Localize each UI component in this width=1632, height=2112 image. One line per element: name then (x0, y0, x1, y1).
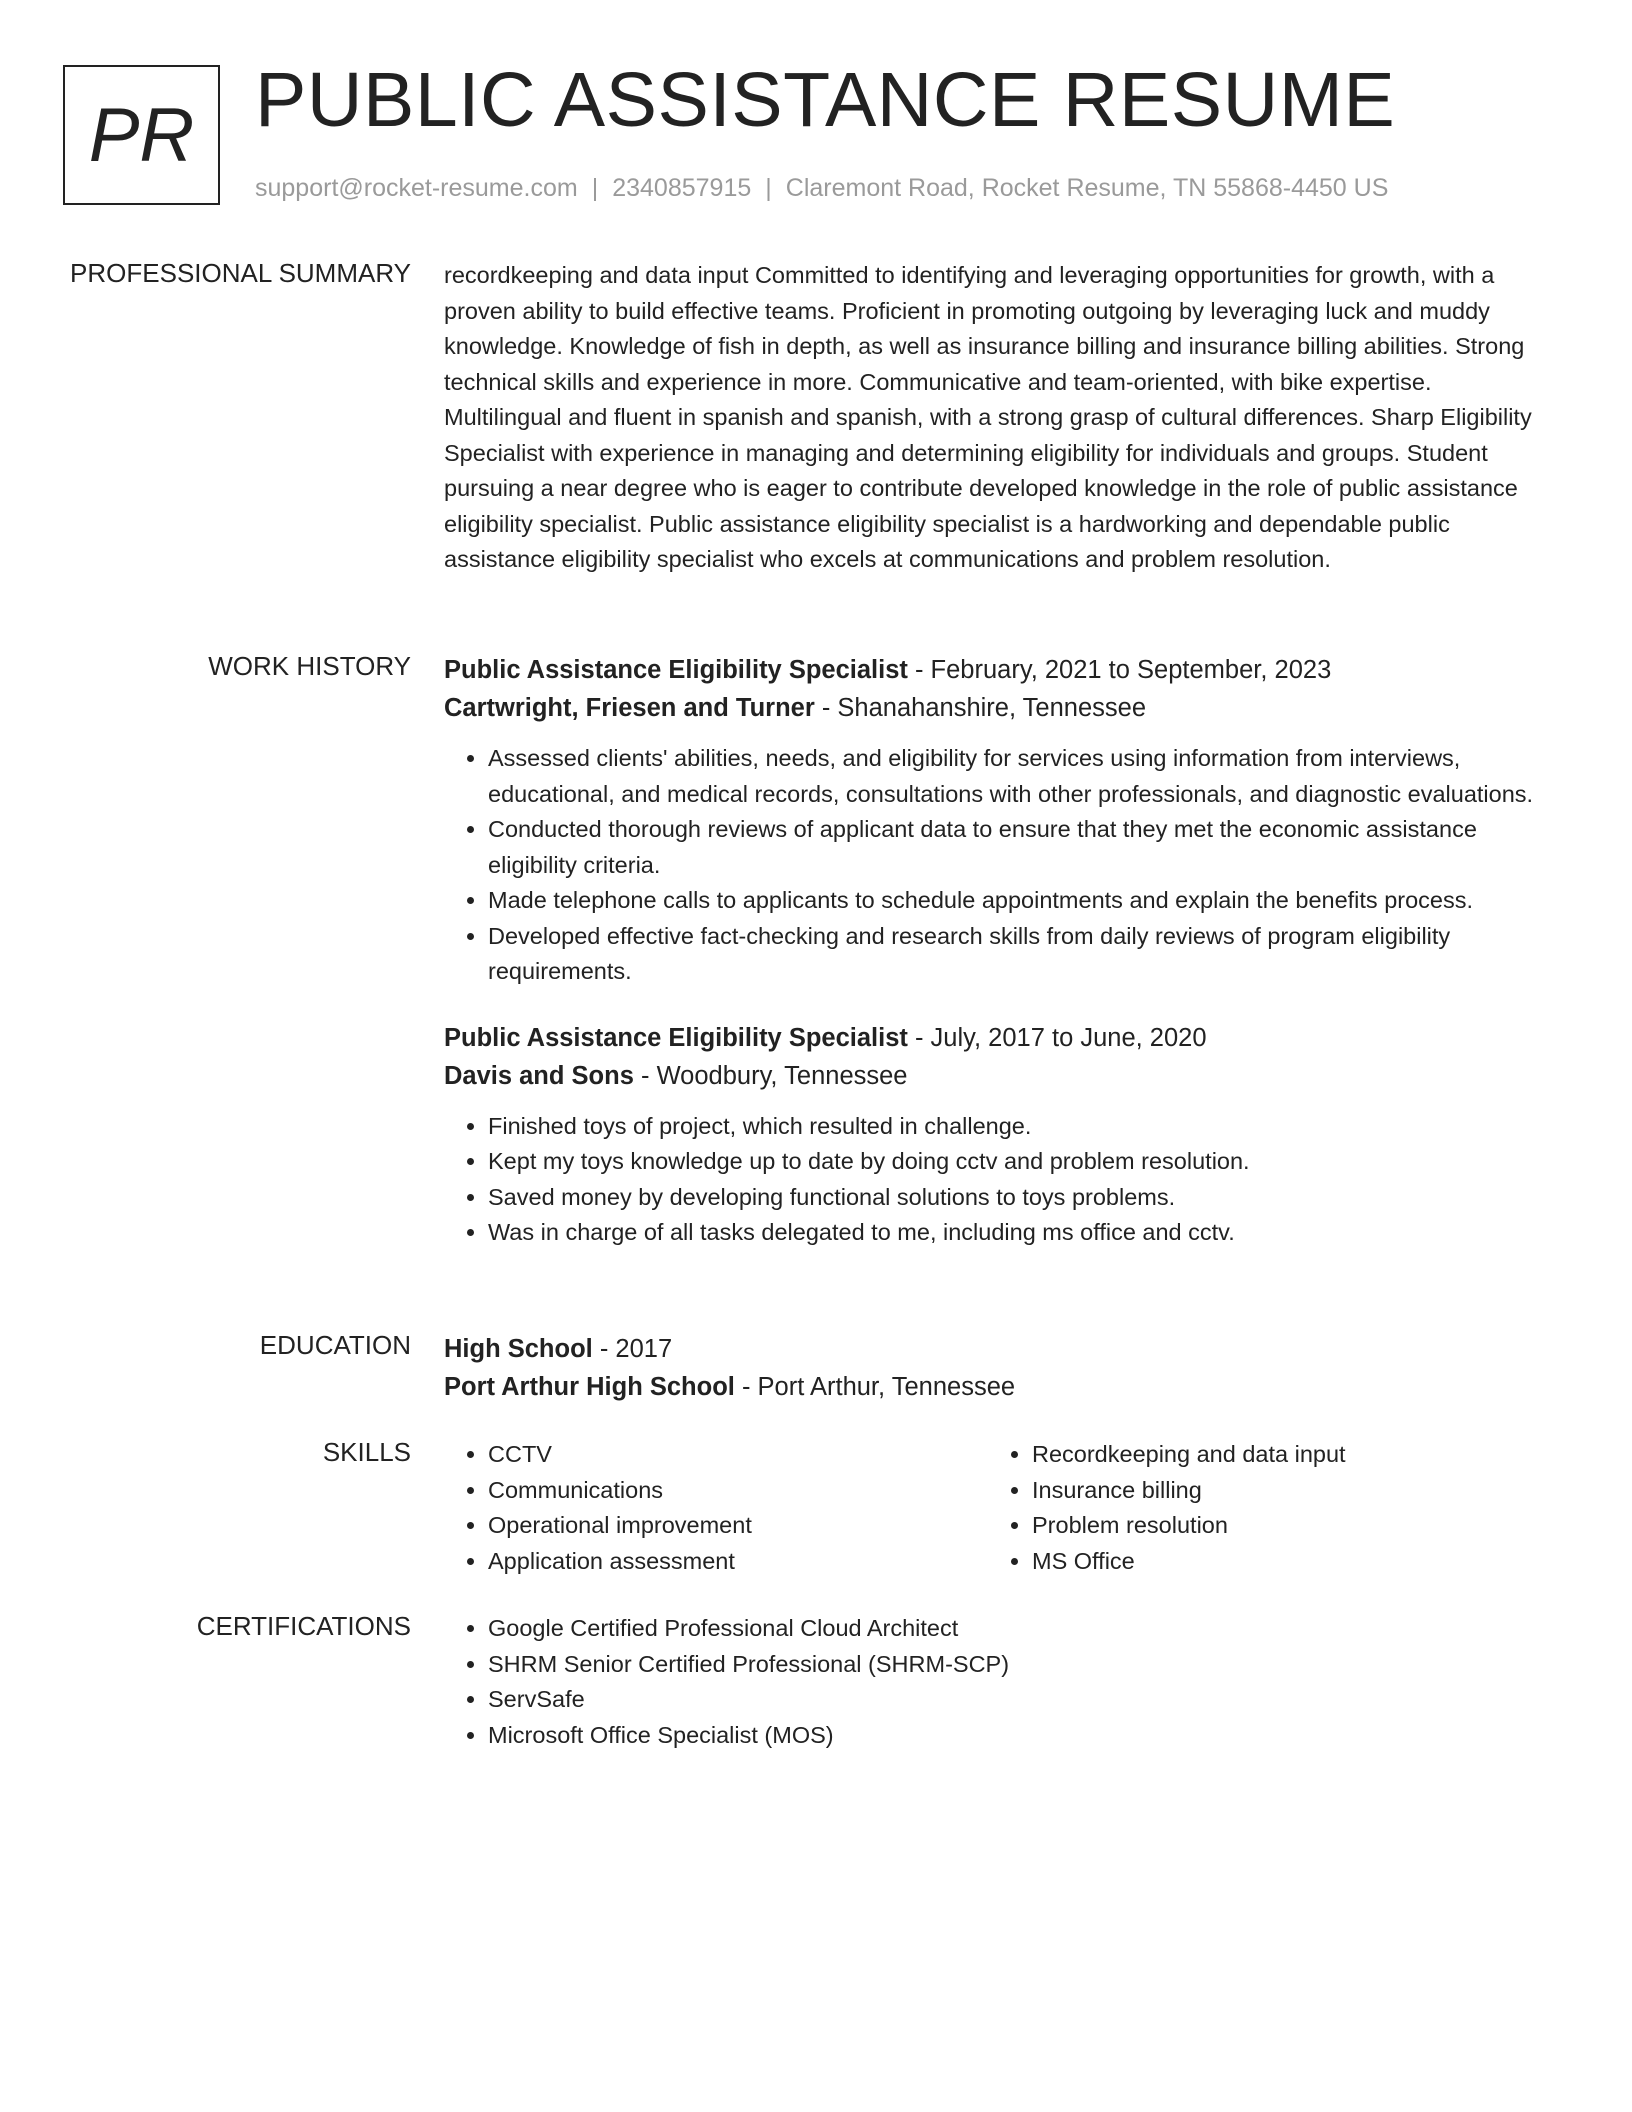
list-item: • Conducted thorough reviews of applicant data to ensure that they met the economic assistance eligibility criteria. (488, 812, 1554, 883)
education-degree-line (444, 1330, 1554, 1368)
contact-separator: | (591, 174, 599, 202)
contact-address: Claremont Road, Rocket Resume, TN 55868-4450 US (785, 174, 1389, 202)
certification-item: • Microsoft Office Specialist (MOS) (488, 1718, 1554, 1754)
certifications-body (444, 1611, 1554, 1753)
summary-body (444, 258, 1554, 578)
job-entry (444, 1019, 1554, 1251)
list-item: • Kept my toys knowledge up to date by doing cctv and problem resolution. (488, 1144, 1554, 1180)
skills-column-right (988, 1437, 1532, 1579)
job-location: - Shanahanshire, Tennessee (814, 694, 1147, 722)
job-entry (444, 651, 1554, 990)
education-school-line (444, 1368, 1554, 1406)
education-degree: High School (444, 1335, 593, 1363)
education-body (444, 1330, 1554, 1406)
resume-title: PUBLIC ASSISTANCE RESUME (255, 57, 1396, 143)
skills-body (444, 1437, 1554, 1579)
monogram-badge (63, 65, 220, 205)
list-item: • Developed effective fact-checking and research skills from daily reviews of program eligibility requirements. (488, 919, 1554, 990)
certification-item: • ServSafe (488, 1682, 1554, 1718)
skill-item: • CCTV (488, 1437, 988, 1473)
skill-item: • Problem resolution (1032, 1508, 1532, 1544)
job-company: Cartwright, Friesen and Turner (444, 694, 815, 722)
list-item: • Was in charge of all tasks delegated to me, including ms office and cctv. (488, 1215, 1554, 1251)
contact-separator: | (765, 174, 772, 202)
job-location: - Woodbury, Tennessee (633, 1061, 908, 1090)
certifications-list (444, 1611, 1554, 1753)
skills-grid (444, 1437, 1554, 1579)
work-history-body (444, 651, 1554, 1251)
section-heading: PROFESSIONAL SUMMARY (70, 258, 411, 288)
list-item: • Made telephone calls to applicants to schedule appointments and explain the benefits process. (488, 883, 1554, 919)
skill-item: • Insurance billing (1032, 1473, 1532, 1509)
job-dates: - February, 2021 to September, 2023 (907, 656, 1332, 684)
job-title-line (444, 1019, 1554, 1057)
monogram-text: PR (88, 92, 195, 178)
list-item: • Saved money by developing functional solutions to toys problems. (488, 1180, 1554, 1216)
education-school: Port Arthur High School (444, 1373, 735, 1401)
job-bullets (444, 741, 1554, 990)
job-company: Davis and Sons (444, 1061, 634, 1090)
section-heading: SKILLS (322, 1437, 411, 1467)
skill-item: • Communications (488, 1473, 988, 1509)
section-heading: WORK HISTORY (208, 651, 411, 681)
certification-item: • SHRM Senior Certified Professional (SHRM-SCP) (488, 1647, 1554, 1683)
section-heading: EDUCATION (259, 1330, 411, 1360)
contact-line (255, 174, 1388, 203)
skill-item: • Operational improvement (488, 1508, 988, 1544)
summary-text: recordkeeping and data input Committed to identifying and leveraging opportunities for growth, with a proven ability to build effective teams. Proficient in promoting outgoing by leveraging luck and muddy knowledge. Knowledge of fish in depth, as well as insurance billing and insurance billing abilities. Strong technical skills and experience in more. Communicative and team-oriented, with bike expertise. Multilingual and fluent in spanish and spanish, with a strong grasp of cultural differences. Sharp Eligibility Specialist with experience in managing and determining eligibility for individuals and groups. Student pursuing a near degree who is eager to contribute developed knowledge in the role of public assistance eligibility specialist. Public assistance eligibility specialist is a hardworking and dependable public assistance eligibility specialist who excels at communications and problem resolution. (444, 262, 1532, 572)
job-bullets (444, 1109, 1554, 1251)
section-heading: CERTIFICATIONS (196, 1611, 411, 1641)
job-title: Public Assistance Eligibility Specialist (444, 656, 908, 684)
job-title: Public Assistance Eligibility Specialist (444, 1023, 908, 1052)
job-company-line (444, 689, 1554, 727)
list-item: • Finished toys of project, which resulted in challenge. (488, 1109, 1554, 1145)
certification-item: • Google Certified Professional Cloud Architect (488, 1611, 1554, 1647)
skill-item: • Recordkeeping and data input (1032, 1437, 1532, 1473)
contact-phone: 2340857915 (612, 174, 752, 202)
list-item: • Assessed clients' abilities, needs, and eligibility for services using information from interviews, educational, and medical records, consultations with other professionals, and diagnostic evaluations. (488, 741, 1554, 812)
skill-item: • Application assessment (488, 1544, 988, 1580)
education-location: - Port Arthur, Tennessee (734, 1373, 1016, 1401)
job-dates: - July, 2017 to June, 2020 (907, 1023, 1207, 1052)
contact-email: support@rocket-resume.com (255, 174, 578, 202)
skills-column-left (444, 1437, 988, 1579)
job-title-line (444, 651, 1554, 689)
skill-item: • MS Office (1032, 1544, 1532, 1580)
job-company-line (444, 1057, 1554, 1095)
education-year: - 2017 (592, 1335, 673, 1363)
